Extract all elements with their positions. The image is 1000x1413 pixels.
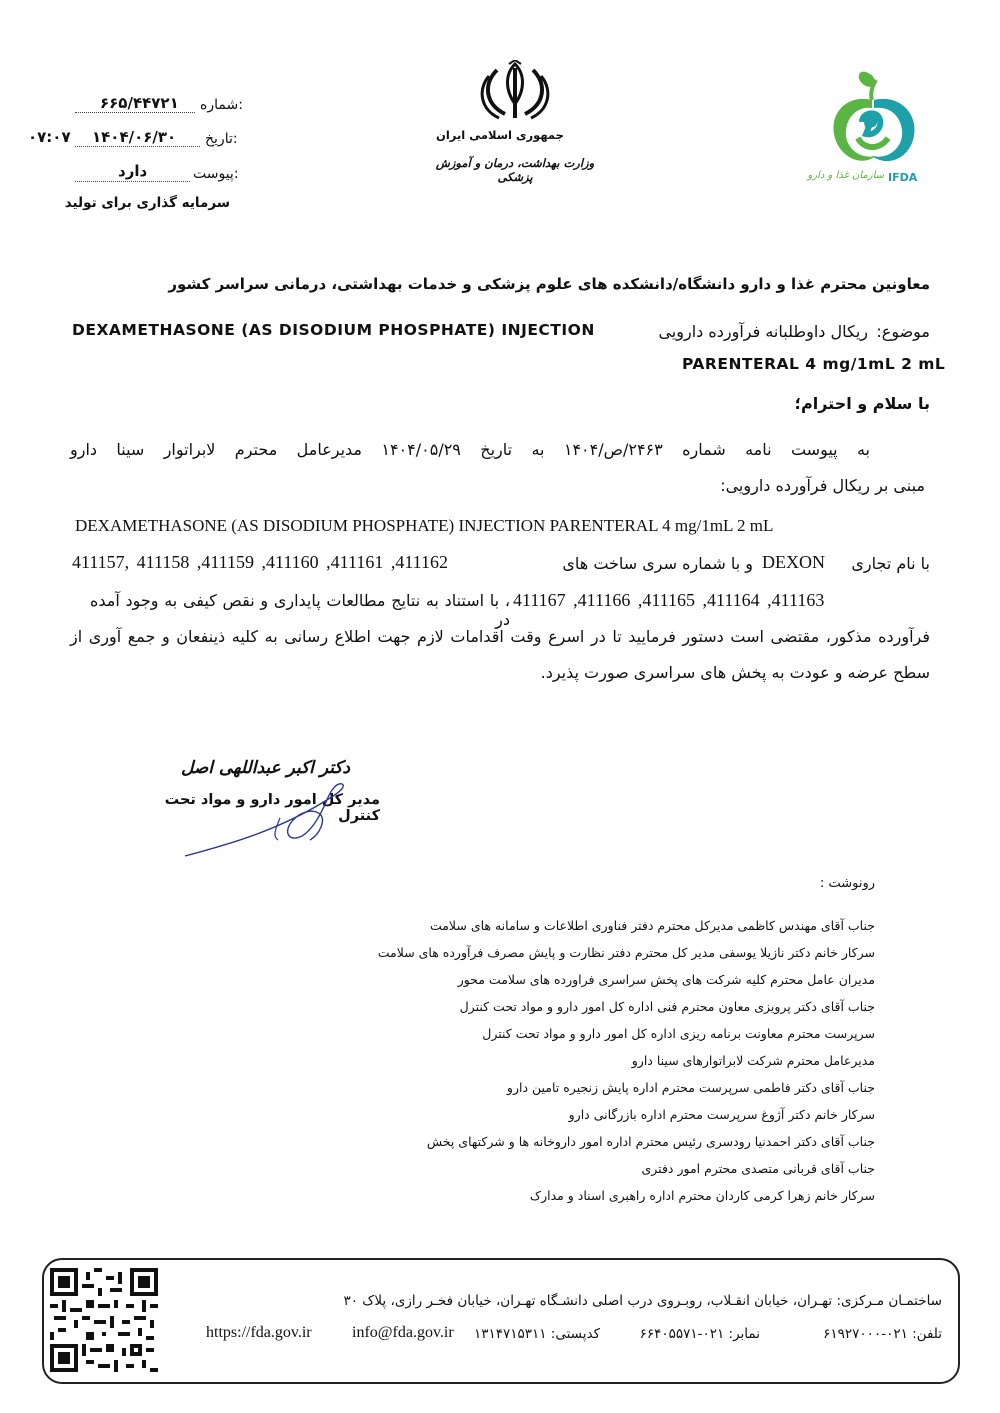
handwritten-signature-icon	[180, 778, 370, 863]
paragraph-2-line-3: فرآورده مذکور، مقتضی است دستور فرمایید تا در اسرع وقت اقدامات لازم جهت اطلاع رسانی به کلیه ذینفعان و جمع آوری از	[70, 627, 930, 646]
attachment-value: دارد	[118, 162, 148, 180]
cc-item: مدیران عامل محترم کلیه شرکت های پخش سراسری فراورده های سلامت محور	[457, 972, 875, 987]
emblem-line-2: وزارت بهداشت، درمان و آموزش پزشکی	[435, 156, 595, 184]
brand-label: با نام تجاری	[851, 554, 930, 573]
letter-number: ۶۶۵/۴۴۷۲۱	[100, 94, 179, 112]
cc-item: سرپرست محترم معاونت برنامه ریزی اداره کل امور دارو و مواد تحت کنترل	[482, 1026, 875, 1041]
ifda-logo-en: IFDA	[888, 171, 918, 184]
cc-item: سرکار خانم دکتر نازیلا یوسفی مدیر کل محترم دفتر نظارت و پایش مصرف فرآورده های سلامت	[377, 945, 875, 960]
ministry-emblem	[420, 60, 610, 190]
addressee: معاونین محترم غذا و دارو دانشگاه/دانشکده های علوم پزشکی و خدمات بهداشتی، درمانی سراسر کشور	[168, 275, 930, 293]
cc-list	[255, 915, 875, 1212]
letter-date: ۱۴۰۴/۰۶/۳۰	[92, 128, 177, 146]
subject-en-line-1: DEXAMETHASONE (AS DISODIUM PHOSPHATE) INJECTION	[72, 321, 595, 339]
signatory-title: مدیر کل امور دارو و مواد تحت کنترل	[164, 792, 380, 824]
subject-label: موضوع:	[876, 322, 930, 341]
cc-item: سرکار خانم زهرا کرمی کاردان محترم اداره راهبری اسناد و مدارک	[529, 1188, 875, 1203]
greeting: با سلام و احترام؛	[794, 394, 930, 413]
brand-name: DEXON	[762, 552, 825, 572]
iran-emblem-icon	[475, 60, 555, 124]
ifda-logo	[800, 64, 930, 189]
ifda-logo-icon	[818, 64, 928, 174]
footer-fax: نمابر: ۰۲۱-۶۶۴۰۵۵۷۱	[639, 1326, 760, 1342]
footer-website[interactable]: https://fda.gov.ir	[206, 1324, 312, 1341]
attachment-label: پیوست:	[193, 166, 239, 182]
paragraph-1-line-1: به پیوست نامه شماره ۲۴۶۳/ص/۱۴۰۴ به تاریخ ۱۴۰۴/۰۵/۲۹ مدیرعامل محترم لابراتوار سینا دارو	[70, 440, 871, 459]
letter-time: ۰۷:۰۷	[28, 128, 71, 146]
cc-item: جناب آقای دکتر پرویزی معاون محترم فنی اداره کل امور دارو و مواد تحت کنترل	[459, 999, 875, 1014]
footer-address: ساختمـان مـرکزی: تهـران، خیابان انقـلاب، روبـروی درب اصلی دانشـگاه تهـران، خیابان فخـر رازی، پلاک ۳۰	[343, 1293, 942, 1309]
number-label: شماره:	[200, 97, 243, 113]
paragraph-1-line-2: مبنی بر ریکال فرآورده دارویی:	[720, 476, 925, 495]
department-tag: سرمایه گذاری برای تولید	[64, 195, 230, 211]
emblem-line-1: جمهوری اسلامی ایران	[436, 128, 564, 142]
cc-item: جناب آقای دکتر احمدنیا رودسری رئیس محترم اداره امور داروخانه ها و شرکتهای پخش	[426, 1134, 875, 1149]
footer	[42, 1258, 960, 1384]
cc-item: جناب آقای دکتر فاطمی سرپرست محترم اداره پایش زنجیره تامین دارو	[506, 1080, 875, 1095]
footer-postal: کدپستی: ۱۳۱۴۷۱۵۳۱۱	[474, 1326, 600, 1342]
cc-label: رونوشت :	[819, 876, 875, 891]
subject-en-line-2: PARENTERAL 4 mg/1mL 2 mL	[682, 355, 946, 373]
paragraph-2-line-2: ، با استناد به نتایج مطالعات پایداری و نقص کیفی به وجود آمده در	[90, 591, 510, 629]
cc-item: جناب آقای قربانی متصدی محترم امور دفتری	[641, 1161, 875, 1176]
footer-email[interactable]: info@fda.gov.ir	[352, 1324, 454, 1341]
cc-item: جناب آقای مهندس کاظمی مدیرکل محترم دفتر فناوری اطلاعات و سامانه های سلامت	[429, 918, 875, 933]
batch-numbers-2: 411167 ,411166 ,411165 ,411164 ,411163	[513, 590, 825, 610]
subject-fa: ریکال داوطلبانه فرآورده دارویی	[658, 322, 868, 341]
batch-numbers-1: 411157, 411158 ,411159 ,411160 ,411161 ,411162	[72, 552, 448, 572]
footer-phone: تلفن: ۰۲۱-۶۱۹۲۷۰۰۰	[823, 1326, 942, 1342]
qr-code-icon	[50, 1268, 158, 1372]
ifda-logo-fa: سازمان غذا و دارو	[807, 170, 884, 181]
paragraph-2-line-4: سطح عرضه و عودت به پخش های سراسری صورت پذیرد.	[540, 663, 930, 682]
cc-item: مدیرعامل محترم شرکت لابراتوارهای سینا دارو	[631, 1053, 875, 1068]
cc-item: سرکار خانم دکتر آژوغ سرپرست محترم اداره بازرگانی دارو	[568, 1107, 875, 1122]
date-label: تاریخ:	[205, 131, 238, 147]
batch-label: و با شماره سری ساخت های	[562, 554, 753, 573]
signatory-name: دکتر اکبر عبداللهی اصل	[180, 758, 350, 778]
product-line: DEXAMETHASONE (AS DISODIUM PHOSPHATE) INJECTION PARENTERAL 4 mg/1mL 2 mL	[75, 516, 774, 535]
signature-block	[140, 750, 400, 870]
